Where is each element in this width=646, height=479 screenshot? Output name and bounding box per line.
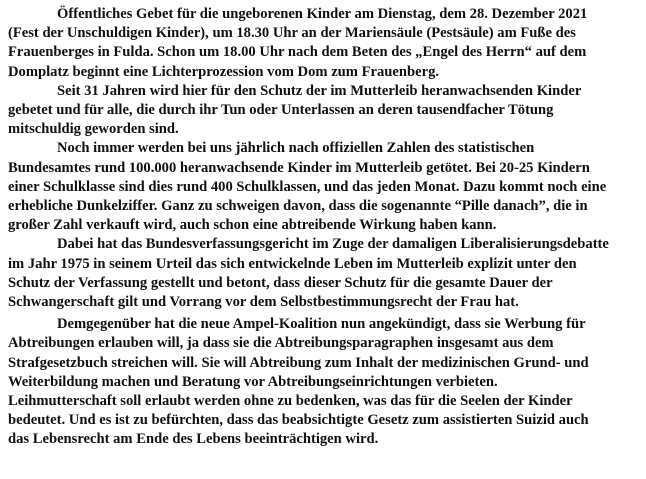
text-line: Seit 31 Jahren wird hier für den Schutz der im Mutterleib heranwachsenden Kinder (57, 82, 582, 99)
text-line: Domplatz beginnt eine Lichterprozession vom Dom zum Frauenberg. (8, 63, 440, 80)
text-line: Frauenberges in Fulda. Schon um 18.00 Uhr nach dem Beten des „Engel des Herrn“ auf dem (8, 44, 587, 61)
text-line: gebetet und für alle, die durch ihr Tun oder Unterlassen an deren tausendfacher Tötung (8, 102, 554, 119)
text-line: Leihmutterschaft soll erlaubt werden ohne zu bedenken, was das für die Seelen der Kinder (8, 393, 573, 410)
text-line: im Jahr 1975 in seinem Urteil das sich entwickelnde Leben im Mutterleib explizit unter den (8, 255, 577, 272)
text-line: erhebliche Dunkelziffer. Ganz zu schweigen davon, dass die sogenannte “Pille danach”, die in (8, 198, 588, 215)
text-line: mitschuldig geworden sind. (8, 121, 179, 138)
paragraph-statistics (8, 139, 636, 235)
text-line: Bundesamtes rund 100.000 heranwachsende Kinder im Mutterleib getötet. Bei 20-25 Kindern (8, 159, 590, 176)
paragraph-history (8, 82, 636, 140)
text-line: Schwangerschaft gilt und Vorrang vor dem Selbstbestimmungsrecht der Frau hat. (8, 294, 519, 311)
text-line: das Lebensrecht am Ende des Lebens beeinträchtigen wird. (8, 431, 379, 448)
text-line: großer Zahl verkauft wird, auch schon eine abtreibende Wirkung haben kann. (8, 217, 497, 234)
text-line: Öffentliches Gebet für die ungeborenen Kinder am Dienstag, dem 28. Dezember 2021 (57, 6, 588, 22)
paragraph-event-announcement (8, 5, 636, 82)
text-line: bedeutet. Und es ist zu befürchten, dass das beabsichtigte Gesetz zum assistierten Suizid auch (8, 412, 589, 429)
text-line: Dabei hat das Bundesverfassungsgericht im Zuge der damaligen Liberalisierungsdebatte (57, 236, 609, 253)
text-line: Strafgesetzbuch streichen will. Sie will Abtreibung zum Inhalt der medizinischen Grund- und (8, 354, 589, 371)
text-line: Abtreibungen erlauben will, ja dass sie die Abtreibungsparagraphen insgesamt aus dem (8, 335, 554, 352)
text-line: (Fest der Unschuldigen Kinder), um 18.30 Uhr an der Mariensäule (Pestsäule) am Fuße des (8, 25, 576, 42)
paragraph-coalition-plans (8, 315, 636, 449)
text-line: Demgegenüber hat die neue Ampel-Koalition nun angekündigt, dass sie Werbung für (57, 316, 586, 333)
paragraph-court-ruling (8, 235, 636, 312)
text-line: Schutz der Verfassung gestellt und betont, dass dieser Schutz für die gesamte Dauer der (8, 274, 553, 291)
text-line: Weiterbildung machen und Beratung vor Abtreibungseinrichtungen verbieten. (8, 373, 498, 390)
text-line: einer Schulklasse sind dies rund 400 Schulklassen, und das jeden Monat. Dazu kommt noch eine (8, 178, 607, 195)
text-line: Noch immer werden bei uns jährlich nach offiziellen Zahlen des statistischen (57, 140, 535, 157)
